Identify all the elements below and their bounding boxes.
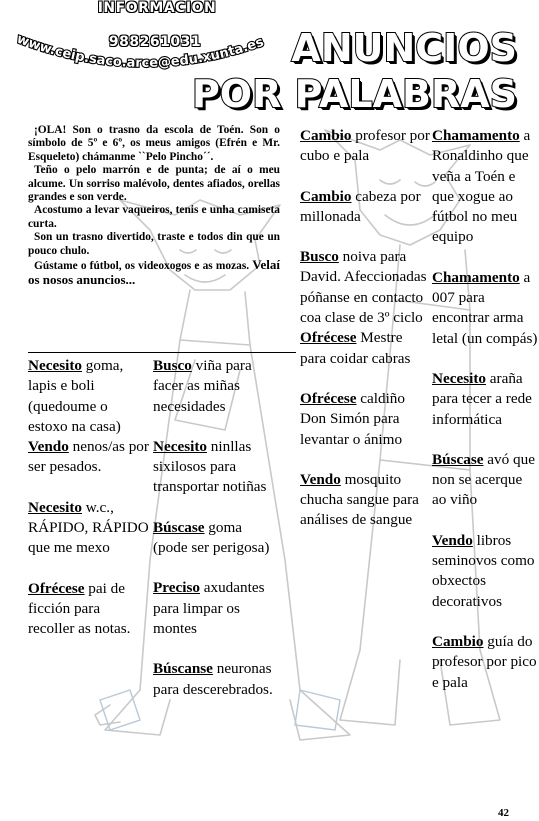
ad-entry: [300, 389, 430, 450]
ad-entry: [432, 531, 539, 612]
page-title-line2: POR PALABRAS: [191, 72, 517, 116]
header-email[interactable]: www.ceip.saco.arce@edu.xunta.es: [14, 31, 266, 71]
ad-keyword: Vendo: [300, 470, 341, 488]
intro-last-sentence: Gústame o fútbol, os videoxogos e as mozas.: [34, 260, 250, 273]
section-divider: [28, 352, 296, 353]
intro-paragraph: ¡OLA! Son o trasno da escola de Toén. Son o símbolo de 5º e 6º, os meus amigos (Efrén e Mr. Esqueleto) chámanme ``Pelo Pincho´´.: [28, 124, 280, 163]
ads-column-4: [432, 126, 539, 693]
ad-entry: [153, 437, 273, 498]
ad-text: pai de ficción para recoller as notas.: [28, 579, 131, 638]
header-info-label: INFORMACION: [97, 0, 217, 16]
ad-text: noiva para David. Afeccionadas póñanse en contacto coa clase de 3º ciclo: [300, 248, 427, 327]
ad-entry: [432, 632, 539, 693]
ad-keyword: Busco: [153, 357, 192, 374]
ad-keyword: Necesito: [432, 369, 486, 387]
ad-text: araña para tecer a rede informática: [432, 369, 532, 428]
ad-text: viña para facer as miñas necesidades: [153, 357, 252, 415]
ad-keyword: Ofrécese: [300, 389, 357, 407]
ad-entry: [28, 356, 150, 437]
ad-keyword: Cambio: [300, 187, 352, 205]
ad-keyword: Vendo: [28, 438, 69, 456]
ad-text: profesor por cubo e pala: [300, 127, 430, 165]
ad-keyword: Preciso: [153, 579, 200, 597]
ad-entry: [300, 187, 430, 228]
ad-text: libros seminovos como obxectos decorativos: [432, 531, 535, 610]
ad-keyword: Ofrécese: [28, 579, 85, 597]
ad-text: ninllas sixilosos para transportar notiñas: [153, 437, 267, 496]
ads-column-1: [28, 356, 150, 640]
ad-text: w.c., RÁPIDO, RÁPIDO que me mexo: [28, 498, 149, 557]
ad-entry: [432, 450, 539, 511]
intro-paragraph: Acostumo a levar vaqueiros, tenis e unha camiseta curta.: [28, 204, 280, 230]
ad-text: Mestre para coidar cabras: [300, 329, 411, 367]
header-phone-number: 988261031: [108, 34, 202, 50]
ad-entry: [153, 356, 273, 417]
intro-paragraph: [28, 258, 280, 289]
ad-keyword: Búscanse: [153, 660, 213, 678]
ad-entry: [300, 470, 430, 531]
ad-keyword: Vendo: [432, 531, 473, 549]
ad-keyword: Búscase: [153, 518, 205, 536]
ad-text: guía do profesor por pico e pala: [432, 632, 537, 691]
ad-keyword: Necesito: [28, 357, 82, 374]
ad-entry: [432, 369, 539, 430]
page-title-line1: ANUNCIOS: [291, 26, 517, 70]
ad-text: axudantes para limpar os montes: [153, 579, 265, 637]
ad-keyword: Chamamento: [432, 268, 520, 286]
ad-text: avó que non se acerque ao viño: [432, 450, 535, 509]
ad-entry: [28, 579, 150, 640]
ad-text: a Ronaldinho que veña a Toén e que xogue ao fútbol no meu equipo: [432, 127, 531, 246]
intro-paragraph: Son un trasno divertido, traste e todos din que un pouco chulo.: [28, 231, 280, 257]
ad-text: mosquito chucha sangue para análises de sangue: [300, 470, 419, 529]
page-number: 42: [498, 807, 509, 819]
ad-keyword: Chamamento: [432, 127, 520, 144]
ad-text: cabeza por millonada: [300, 187, 421, 225]
ad-entry: [300, 247, 430, 328]
ad-entry: [28, 437, 150, 478]
ad-entry: [432, 268, 539, 349]
ad-text: goma, lapis e boli (quedoume o estoxo na casa): [28, 357, 124, 435]
ad-entry: [300, 328, 430, 369]
ad-keyword: Cambio: [432, 632, 484, 650]
ad-text: neuronas para descerebrados.: [153, 660, 273, 698]
ad-text: a 007 para encontrar arma letal (un compás): [432, 268, 538, 347]
intro-lead-in: Velaí os nosos anuncios...: [28, 257, 280, 288]
ad-keyword: Ofrécese: [300, 329, 357, 347]
ads-column-2: [153, 356, 273, 700]
ad-entry: [300, 126, 430, 167]
ad-text: nenos/as por ser pesados.: [28, 438, 149, 476]
ad-entry: [153, 518, 273, 559]
ad-keyword: Necesito: [28, 498, 82, 516]
ad-text: caldiño Don Simón para levantar o ánimo: [300, 389, 405, 448]
ad-entry: [153, 578, 273, 639]
intro-paragraph: Teño o pelo marrón e de punta; de aí o meu alcume. Un sorriso malévolo, dentes afiados, orellas grandes e son verde.: [28, 164, 280, 204]
ad-entry: [153, 659, 273, 700]
ads-column-3: [300, 126, 430, 531]
ad-entry: [28, 498, 150, 559]
ad-keyword: Busco: [300, 248, 339, 266]
ad-entry: [432, 126, 539, 248]
intro-text: [28, 124, 280, 289]
ad-text: goma (pode ser perigosa): [153, 518, 270, 557]
ad-keyword: Necesito: [153, 437, 207, 455]
ad-keyword: Cambio: [300, 127, 352, 144]
ad-keyword: Búscase: [432, 450, 484, 468]
